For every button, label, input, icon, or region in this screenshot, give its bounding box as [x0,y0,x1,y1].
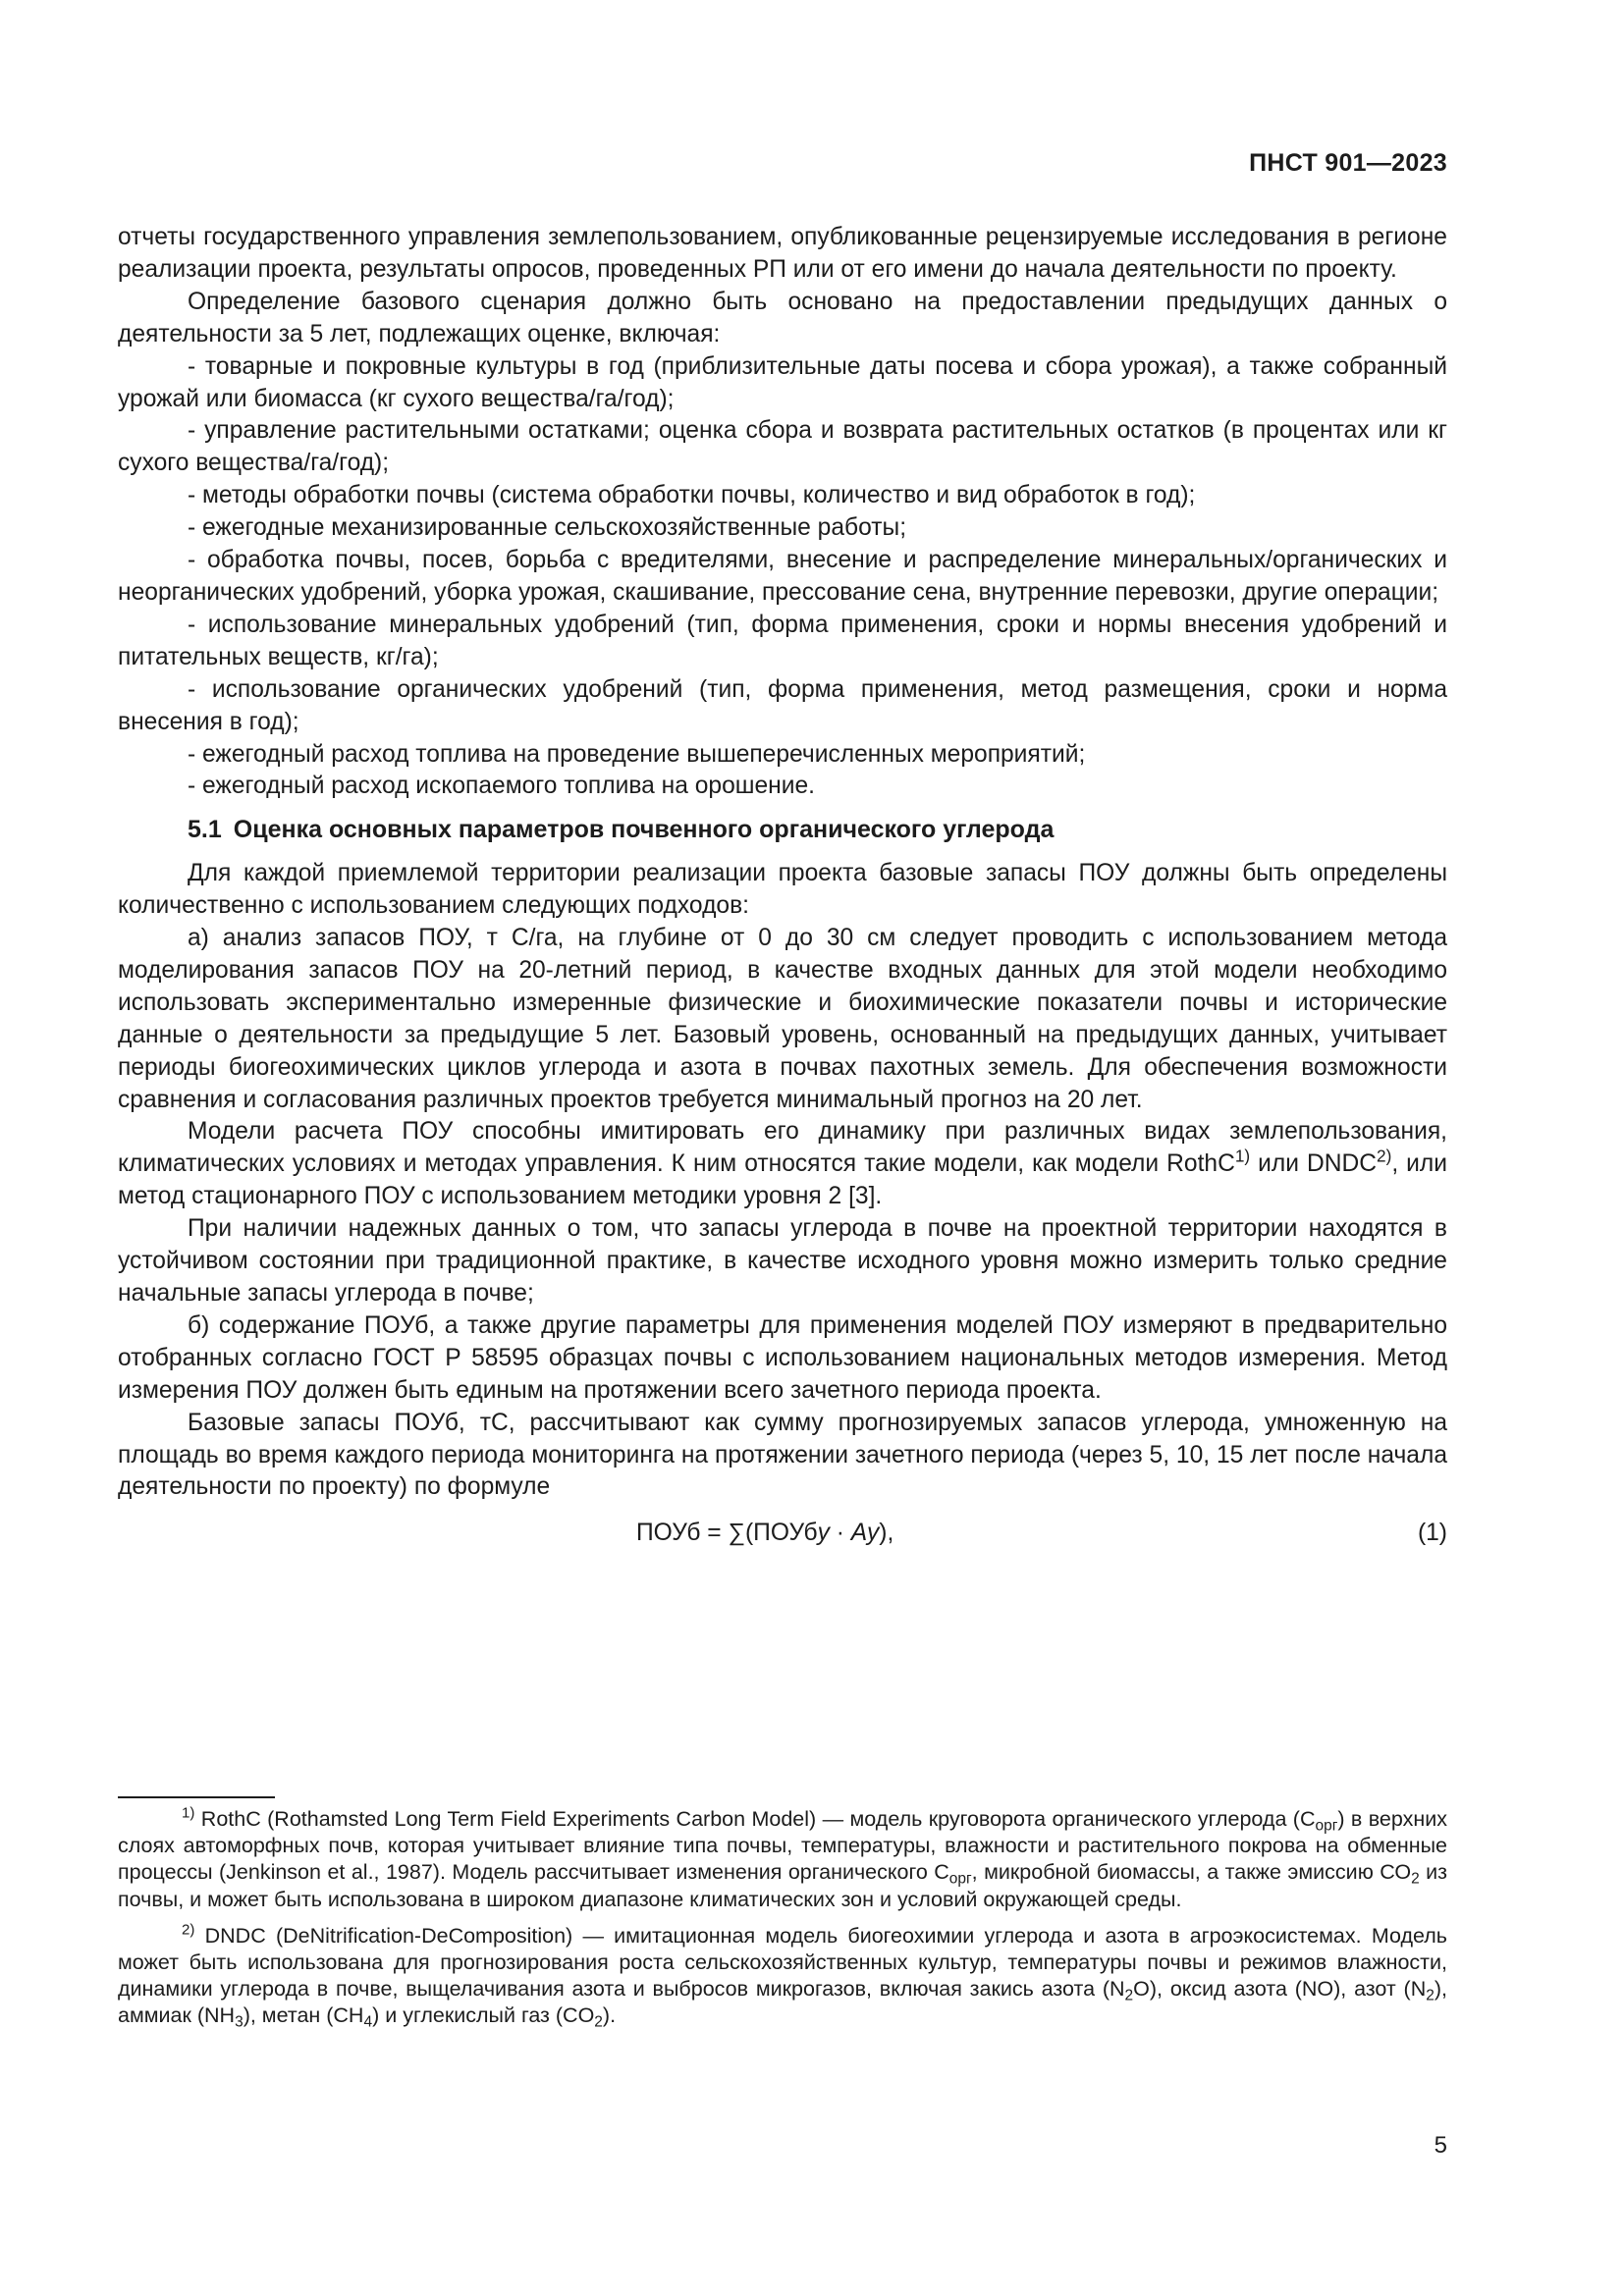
paragraph-item-b: б) содержание ПОУб, а также другие параметры для применения моделей ПОУ измеряют в предварительно отобранных согласно ГОСТ Р 58595 образцах почвы с использованием национальных методов измерения. Метод измерения ПОУ должен быть единым на протяжении всего зачетного периода проекта. [118,1311,1447,1404]
footnote-divider [118,1796,275,1798]
list-item: - использование минеральных удобрений (тип, форма применения, сроки и нормы внесения удобрений и питательных веществ, кг/га); [118,611,1447,670]
text-span: , микробной биомассы, а также эмиссию СО [971,1860,1412,1885]
subscript: 2 [1124,1987,1134,2004]
subscript: 4 [363,2013,373,2031]
subscript: 2 [1411,1870,1420,1888]
text-span: из почвы, и может быть использована в широком диапазоне климатических зон и условий окружающей среды. [118,1860,1448,1911]
footnote-mark: 1) [182,1804,195,1822]
text-span: O), оксид азота (NO), азот (N [1133,1977,1427,2002]
list-item: - ежегодный расход ископаемого топлива на орошение. [188,773,815,800]
paragraph: При наличии надежных данных о том, что запасы углерода в почве на проектной территории находятся в устойчивом состоянии при традиционной практике, в качестве исходного уровня можно измерить только средние начальные запасы углерода в почве; [118,1215,1447,1307]
paragraph: Базовые запасы ПОУб, тС, рассчитывают как сумму прогнозируемых запасов углерода, умноженную на площадь во время каждого периода мониторинга на протяжении зачетного периода (через 5, 10, 15 лет после начала деятельности по проекту) по формуле [118,1409,1447,1501]
formula-dot: · [829,1520,851,1547]
formula-row [118,1518,1447,1550]
paragraph-item-a: а) анализ запасов ПОУ, т С/га, на глубине от 0 до 30 см следует проводить с использованием метода моделирования запасов ПОУ на 20-летний период, в качестве входных данных для этой модели необходимо использовать экспериментально измеренные физические и биохимические показатели почвы и исторические данные о деятельности за предыдущие 5 лет. Базовый уровень, основанный на предыдущих данных, учитывает периоды биогеохимических циклов углерода и азота в почвах пахотных земель. Для обеспечения возможности сравнения и согласования различных проектов требуется минимальный прогноз на 20 лет. [118,925,1447,1113]
list-item: - ежегодный расход топлива на проведение вышеперечисленных мероприятий; [188,740,1086,768]
formula-number: (1) [1417,1520,1447,1547]
paragraph-baseline: Определение базового сценария должно быть основано на предоставлении предыдущих данных о деятельности за 5 лет, подлежащих оценке, включая: [118,288,1447,347]
document-code: ПНСТ 901—2023 [1249,149,1447,177]
paragraph-models [118,1116,1447,1213]
text-span: ), аммиак (NH [118,1977,1447,2028]
subscript: 2 [1426,1987,1435,2004]
text-span: RothC (Rothamsted Long Term Field Experiments Carbon Model) — модель круговорота органического углерода (С [194,1807,1316,1831]
formula-lhs: ПОУб = ∑(ПОУб [636,1520,818,1547]
subscript: орг [1315,1817,1338,1835]
list-item: - ежегодные механизированные сельскохозяйственные работы; [188,514,907,542]
text-span: , или метод стационарного ПОУ с использованием методики уровня 2 [3]. [118,1150,1447,1210]
text-span: ), метан (CH [243,2003,364,2028]
text-span: или DNDC [1250,1150,1378,1178]
subscript: 2 [594,2013,603,2031]
text-span: Модели расчета ПОУ способны имитировать его динамику при различных видах землепользования, климатических условиях и методах управления. К ним относятся такие модели, как модели RothC [118,1118,1447,1178]
section-title: Оценка основных параметров почвенного органического углерода [233,816,1055,844]
formula-var-ay: Ay [850,1520,880,1547]
list-item: - управление растительными остатками; оценка сбора и возврата растительных остатков (в процентах или кг сухого вещества/га/год); [118,417,1447,477]
text-span: DNDC (DeNitrification-DeComposition) — имитационная модель биогеохимии углерода и азота в агроэкосистемах. Модель может быть использована для прогнозирования роста сельскохозяйственных культур, температуры почвы и режимов влажности, динамики углерода в почве, выщелачивания азота и выбросов микрогазов, включая закись азота (N [118,1923,1447,2002]
subscript: орг [948,1870,972,1888]
section-number: 5.1 [188,816,222,844]
paragraph: Для каждой приемлемой территории реализации проекта базовые запасы ПОУ должны быть определены количественно с использованием следующих подходов: [118,860,1447,920]
footnote-2 [118,1923,1447,2030]
footnote-mark: 2) [182,1921,195,1939]
list-item: - товарные и покровные культуры в год (приблизительные даты посева и сбора урожая), а также собранный урожай или биомасса (кг сухого вещества/га/год); [118,352,1447,412]
list-item: - использование органических удобрений (тип, форма применения, метод размещения, сроки и норма внесения в год); [118,675,1447,735]
text-span: ). [602,2003,617,2028]
subscript: 3 [235,2013,244,2031]
list-item: - обработка почвы, посев, борьба с вредителями, внесение и распределение минеральных/органических и неорганических удобрений, уборка урожая, скашивание, прессование сена, внутренние перевозки, другие операции; [118,547,1447,606]
text-span: ) и углекислый газ (CO [372,2003,595,2028]
text-span: ) в верхних слоях автоморфных почв, которая учитывает влияние типа почвы, температуры, влажности и растительного покрова на обменные процессы (Jenkinson et al., 1987). Модель рассчитывает изменения органического С [118,1807,1447,1885]
page-number: 5 [1434,2132,1447,2159]
formula-rhs: ), [879,1520,894,1547]
paragraph-continued: отчеты государственного управления землепользованием, опубликованные рецензируемые исследования в регионе реализации проекта, результаты опросов, проведенных РП или от его имени до начала деятельности по проекту. [118,224,1447,283]
footnote-ref-2: 2) [1377,1146,1392,1166]
formula-var-y: y [817,1520,830,1547]
main-text [118,222,1447,1550]
footnote-1 [118,1806,1447,1913]
footnotes [118,1806,1447,2030]
formula [636,1518,893,1550]
section-heading [118,814,1447,846]
footnote-ref-1: 1) [1234,1146,1251,1166]
list-item: - методы обработки почвы (система обработки почвы, количество и вид обработок в год); [188,482,1196,509]
